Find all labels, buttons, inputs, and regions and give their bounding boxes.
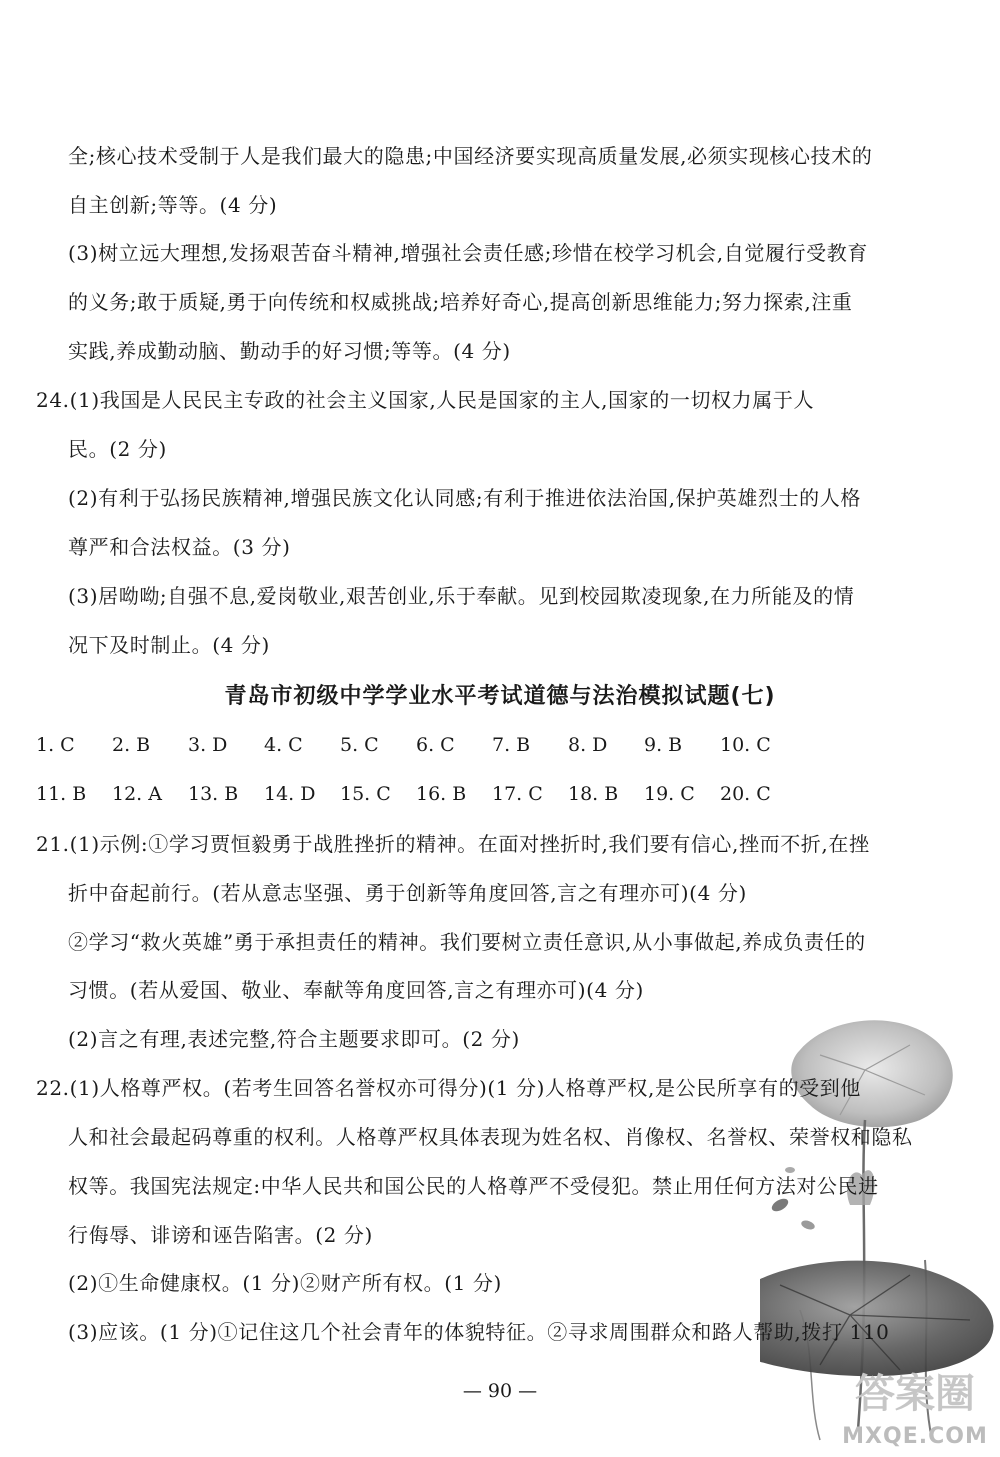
answer-item: 6. C [416,734,455,756]
text-line: 民。(2 分) [68,437,167,461]
text-line: 的义务;敢于质疑,勇于向传统和权威挑战;培养好奇心,提高创新思维能力;努力探索,注重 [68,290,853,314]
text-line: (3)居呦呦;自强不息,爱岗敬业,艰苦创业,乐于奉献。见到校园欺凌现象,在力所能及的情 [68,584,855,608]
answer-item: 9. B [644,734,683,756]
text-line: 行侮辱、诽谤和诬告陷害。(2 分) [68,1223,373,1247]
section-title: 青岛市初级中学学业水平考试道德与法治模拟试题(七) [224,684,776,709]
answer-item: 4. C [264,734,303,756]
page-number: — 90 — [462,1380,538,1402]
text-line: (2)①生命健康权。(1 分)②财产所有权。(1 分) [68,1271,502,1295]
text-line: 自主创新;等等。(4 分) [68,193,278,217]
answer-item: 18. B [568,783,619,805]
text-line: 24.(1)我国是人民民主专政的社会主义国家,人民是国家的主人,国家的一切权力属于人 [36,388,815,412]
answer-item: 5. C [340,734,379,756]
text-line: 全;核心技术受制于人是我们最大的隐患;中国经济要实现高质量发展,必须实现核心技术的 [68,144,873,168]
answer-item: 11. B [36,783,87,805]
answer-item: 10. C [720,734,771,756]
text-line: 22.(1)人格尊严权。(若考生回答名誉权亦可得分)(1 分)人格尊严权,是公民所享有的受到他 [36,1076,861,1100]
answer-item: 3. D [188,734,228,756]
answer-item: 14. D [264,783,316,805]
text-line: 人和社会最起码尊重的权利。人格尊严权具体表现为姓名权、肖像权、名誉权、荣誉权和隐私 [68,1125,913,1149]
answer-item: 13. B [188,783,239,805]
text-line: 权等。我国宪法规定:中华人民共和国公民的人格尊严不受侵犯。禁止用任何方法对公民进 [68,1174,879,1198]
watermark-site: MXQE.COM [842,1424,988,1449]
answer-item: 16. B [416,783,467,805]
answer-item: 15. C [340,783,391,805]
site-watermark [830,1368,1000,1457]
text-line: 尊严和合法权益。(3 分) [68,535,291,559]
text-line: (2)言之有理,表述完整,符合主题要求即可。(2 分) [68,1027,520,1051]
answer-item: 17. C [492,783,543,805]
text-line: ②学习“救火英雄”勇于承担责任的精神。我们要树立责任意识,从小事做起,养成负责任的 [68,930,866,954]
answer-item: 2. B [112,734,151,756]
text-line: (3)应该。(1 分)①记住这几个社会青年的体貌特征。②寻求周围群众和路人帮助,拨打 110 [68,1320,890,1344]
answer-item: 8. D [568,734,608,756]
text-line: (3)树立远大理想,发扬艰苦奋斗精神,增强社会责任感;珍惜在校学习机会,自觉履行受教育 [68,241,868,265]
text-line: 实践,养成勤动脑、勤动手的好习惯;等等。(4 分) [68,339,511,363]
text-line: 习惯。(若从爱国、敬业、奉献等角度回答,言之有理亦可)(4 分) [68,978,644,1002]
answer-item: 20. C [720,783,771,805]
answer-item: 7. B [492,734,531,756]
answer-item: 19. C [644,783,695,805]
text-line: (2)有利于弘扬民族精神,增强民族文化认同感;有利于推进依法治国,保护英雄烈士的人格 [68,486,861,510]
watermark-logo: 答案圈 [855,1371,975,1417]
text-line: 21.(1)示例:①学习贾恒毅勇于战胜挫折的精神。在面对挫折时,我们要有信心,挫而不折,在挫 [36,832,870,856]
answer-item: 12. A [112,783,162,805]
text-line: 折中奋起前行。(若从意志坚强、勇于创新等角度回答,言之有理亦可)(4 分) [68,881,747,905]
text-line: 况下及时制止。(4 分) [68,633,270,657]
answer-item: 1. C [36,734,75,756]
